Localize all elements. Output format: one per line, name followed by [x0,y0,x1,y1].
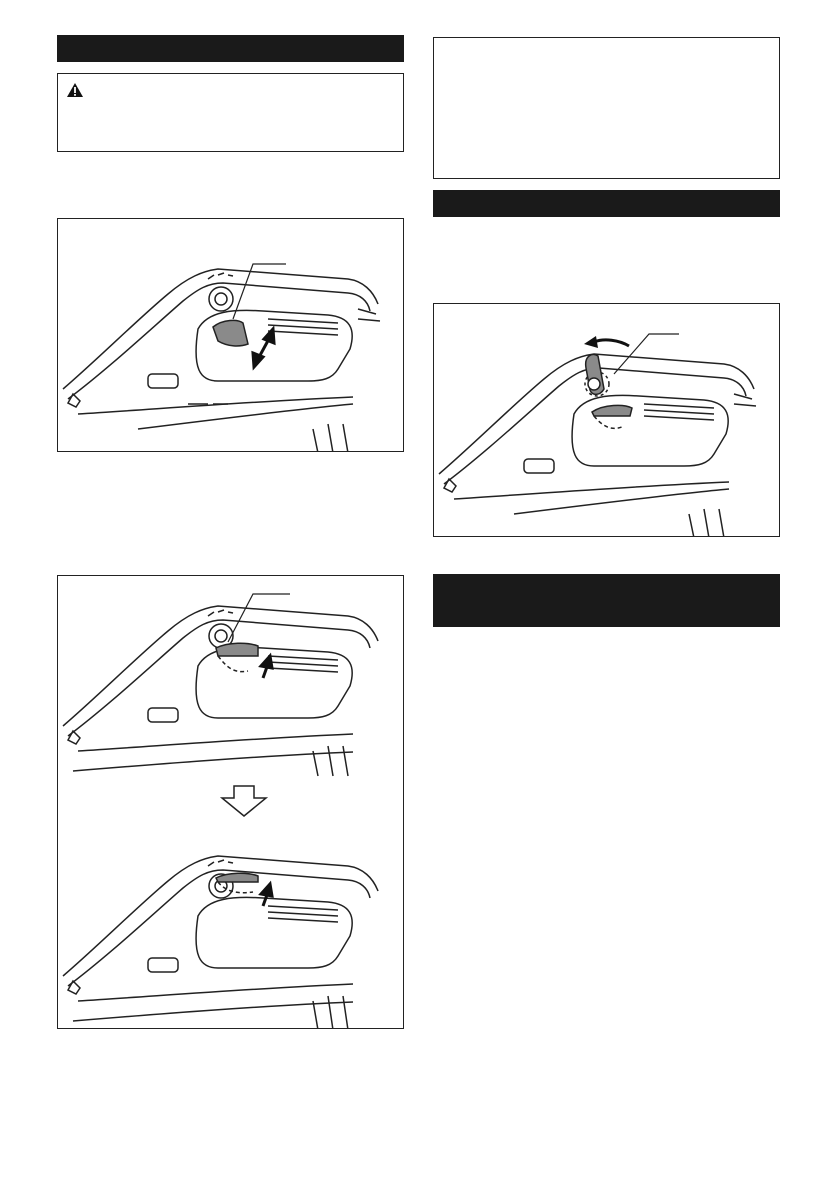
tool-handle-illustration-sequence [58,576,404,1029]
warning-triangle-icon [66,82,84,98]
tool-handle-illustration-lever [434,304,780,537]
figure-lock-off [57,575,404,1029]
figure-release-lever [433,303,780,537]
tool-handle-illustration [58,219,404,452]
page-bottom-crop [0,1186,840,1192]
caution-box [57,73,404,152]
note-box [433,37,780,179]
section-header-bar-left [57,35,404,62]
figure-switch-trigger [57,218,404,452]
down-arrow-icon [222,786,266,816]
section-header-bar-right-2 [433,574,780,627]
section-header-bar-right [433,190,780,217]
